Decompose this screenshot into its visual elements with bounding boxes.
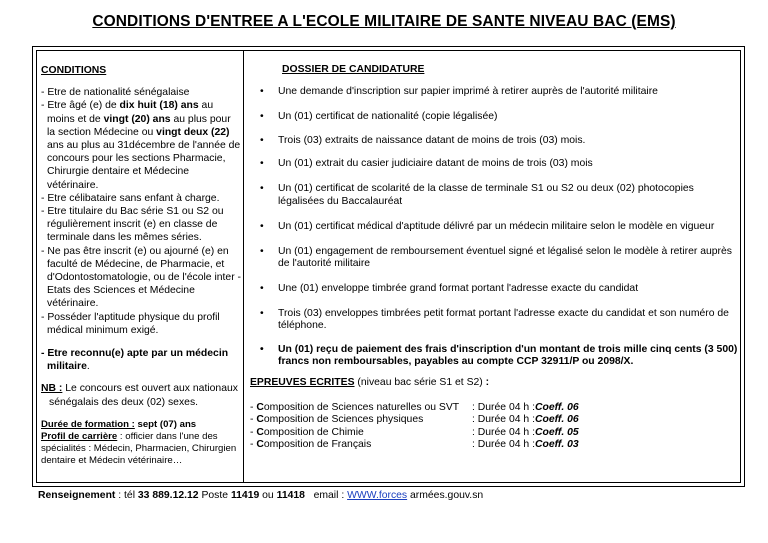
exam-coefficient: Coeff. 05 bbox=[534, 426, 579, 438]
dossier-item bbox=[250, 158, 740, 171]
condition-text: . bbox=[86, 361, 90, 373]
dossier-item-text: Trois (03) enveloppes timbrées petit format portant l'adresse exacte du candidat et son numéro de téléphone. bbox=[278, 307, 729, 332]
bullet-icon: • bbox=[260, 182, 264, 194]
dossier-item-text: Trois (03) extraits de naissance datant de moins de trois (03) mois. bbox=[278, 134, 586, 146]
condition-text: - Etre reconnu(e) apte par un médecin militaire bbox=[41, 348, 229, 373]
career-block bbox=[41, 419, 241, 467]
exam-row bbox=[250, 427, 740, 440]
career-profile-label: Profil de carrière bbox=[41, 430, 118, 442]
condition-item bbox=[41, 205, 241, 245]
condition-item bbox=[41, 192, 241, 205]
condition-item bbox=[41, 347, 241, 373]
condition-item bbox=[41, 311, 241, 337]
footer-email-rest: armées.gouv.sn bbox=[407, 490, 484, 501]
bullet-icon: • bbox=[260, 307, 264, 319]
footer-or: ou bbox=[259, 490, 277, 501]
dossier-item bbox=[250, 246, 740, 271]
conditions-list bbox=[41, 86, 241, 373]
exam-coefficient: Coeff. 03 bbox=[534, 439, 579, 451]
epreuves-heading-colon: : bbox=[482, 376, 490, 388]
dossier-item bbox=[250, 111, 740, 124]
footer-poste-1: 11419 bbox=[230, 490, 260, 501]
footer-email-label: email : bbox=[304, 490, 348, 501]
exam-coefficient: Coeff. 06 bbox=[534, 414, 579, 426]
dossier-item bbox=[250, 135, 740, 148]
dossier-item-text: Une (01) enveloppe timbrée grand format portant l'adresse exacte du candidat bbox=[278, 282, 639, 294]
training-duration bbox=[41, 419, 241, 431]
condition-text: - Etre célibataire sans enfant à charge. bbox=[41, 192, 220, 204]
exam-row bbox=[250, 402, 740, 415]
dossier-item bbox=[250, 308, 740, 333]
bullet-icon: • bbox=[260, 343, 264, 355]
bullet-icon: • bbox=[260, 134, 264, 146]
footer-phone: 33 889.12.12 bbox=[137, 490, 199, 501]
nb-text: Le concours est ouvert aux nationaux sénégalais des deux (02) sexes. bbox=[49, 383, 238, 408]
condition-text: - Etre âgé (e) de bbox=[41, 100, 120, 112]
dossier-column bbox=[250, 64, 740, 452]
page-title: CONDITIONS D'ENTREE A L'ECOLE MILITAIRE DE SANTE NIVEAU BAC (EMS) bbox=[92, 13, 676, 30]
dossier-item bbox=[250, 283, 740, 296]
nb-note bbox=[41, 382, 241, 408]
column-divider bbox=[243, 51, 244, 482]
footer-tel-prefix: : tél bbox=[115, 490, 138, 501]
footer-poste-text: Poste bbox=[198, 490, 231, 501]
epreuves-heading bbox=[250, 377, 740, 390]
condition-item bbox=[41, 245, 241, 311]
footer-contact bbox=[38, 490, 483, 501]
exam-subject: - Composition de Français bbox=[250, 439, 372, 451]
dossier-item-text: Un (01) extrait du casier judiciaire datant de moins de trois (03) mois bbox=[278, 158, 593, 170]
condition-text: au moins et de bbox=[47, 100, 214, 125]
exam-subject: - Composition de Sciences naturelles ou SVT bbox=[250, 401, 460, 413]
condition-text: - Posséder l'aptitude physique du profil médical minimum exigé. bbox=[41, 311, 220, 336]
dossier-item-text: Un (01) certificat de scolarité de la classe de terminale S1 ou S2 ou deux (02) photocopies légalisées du Baccalauréat bbox=[278, 182, 694, 207]
dossier-item-text: Une demande d'inscription sur papier imprimé à retirer auprès de l'autorité militaire bbox=[278, 85, 658, 97]
footer-poste-2: 11418 bbox=[276, 490, 305, 501]
dossier-item-text: Un (01) engagement de remboursement éventuel signé et légalisé selon le modèle à retirer auprès de l'autorité militaire bbox=[278, 245, 732, 270]
dossier-item bbox=[250, 344, 740, 369]
dossier-item bbox=[250, 183, 740, 208]
condition-text: au plus pour la section Médecine ou bbox=[47, 113, 231, 138]
dossier-item-text: Un (01) certificat médical d'aptitude délivré par un médecin militaire selon le modèle en vigueur bbox=[278, 221, 715, 233]
career-profile-text: : officier dans l'une des spécialités : Médecin, Pharmacien, Chirurgien dentaire et Médecin vétérinaire… bbox=[41, 430, 237, 466]
dossier-item bbox=[250, 221, 740, 234]
exam-duration: : Durée 04 h : bbox=[472, 401, 535, 413]
exam-duration: : Durée 04 h : bbox=[472, 414, 535, 426]
dossier-item-text: Un (01) certificat de nationalité (copie légalisée) bbox=[278, 111, 498, 123]
epreuves-heading-title: EPREUVES ECRITES bbox=[250, 376, 355, 388]
training-duration-value: sept (07) ans bbox=[134, 418, 197, 430]
content-frame bbox=[32, 46, 745, 487]
bullet-icon: • bbox=[260, 85, 264, 97]
dossier-heading: DOSSIER DE CANDIDATURE bbox=[282, 64, 425, 75]
nb-label: NB : bbox=[41, 383, 63, 395]
conditions-heading: CONDITIONS bbox=[41, 65, 107, 76]
epreuves-heading-note: (niveau bac série S1 et S2) bbox=[354, 376, 483, 388]
condition-text: dix huit (18) ans bbox=[119, 100, 199, 112]
training-duration-label: Durée de formation : bbox=[41, 418, 135, 430]
content-inner-border bbox=[36, 50, 741, 483]
bullet-icon: • bbox=[260, 282, 264, 294]
condition-text: ans au plus au 31décembre de l'année de concours pour les sections Pharmacie, Chirurgie dentaire et Médecine vétérinaire. bbox=[47, 140, 241, 191]
exam-duration: : Durée 04 h : bbox=[472, 439, 535, 451]
exam-row bbox=[250, 439, 740, 452]
epreuves-list bbox=[250, 402, 740, 452]
condition-text: - Etre de nationalité sénégalaise bbox=[41, 87, 190, 99]
condition-item bbox=[41, 99, 241, 191]
exam-duration: : Durée 04 h : bbox=[472, 426, 535, 438]
condition-text: vingt (20) ans bbox=[103, 113, 171, 125]
dossier-list bbox=[250, 86, 740, 369]
bullet-icon: • bbox=[260, 158, 264, 170]
exam-row bbox=[250, 414, 740, 427]
exam-coefficient: Coeff. 06 bbox=[534, 401, 579, 413]
footer-email-link[interactable]: WWW.forces bbox=[347, 490, 408, 501]
dossier-item bbox=[250, 86, 740, 99]
bullet-icon: • bbox=[260, 245, 264, 257]
condition-text: - Ne pas être inscrit (e) ou ajourné (e) en faculté de Médecine, de Pharmacie, et d'Odontostomatologie, ou de l'école inter - Etats des Sciences et Médecine vétérinaire. bbox=[41, 245, 242, 310]
dossier-item-text: Un (01) reçu de paiement des frais d'inscription d'un montant de trois mille cinq cents (3 500) francs non remboursables, payables au compte CCP 32911/P ou 2098/X. bbox=[278, 343, 738, 368]
bullet-icon: • bbox=[260, 111, 264, 123]
exam-subject: - Composition de Sciences physiques bbox=[250, 414, 424, 426]
condition-text: - Etre titulaire du Bac série S1 ou S2 ou régulièrement inscrit (e) en classe de terminale dans les mêmes séries. bbox=[41, 206, 224, 244]
exam-subject: - Composition de Chimie bbox=[250, 426, 364, 438]
condition-text: vingt deux (22) bbox=[156, 126, 230, 138]
career-profile bbox=[41, 431, 241, 467]
bullet-icon: • bbox=[260, 221, 264, 233]
conditions-column bbox=[41, 64, 241, 467]
condition-item bbox=[41, 86, 241, 99]
footer-label: Renseignement bbox=[38, 490, 116, 501]
